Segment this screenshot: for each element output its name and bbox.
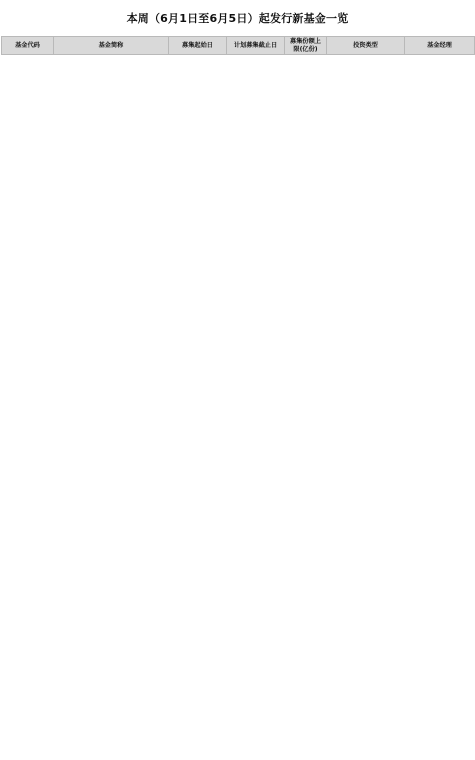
- header-end-date: 计划募集截止日: [227, 37, 285, 55]
- header-quota: 募集份额上限(亿份): [285, 37, 327, 55]
- header-start-date: 募集起始日: [169, 37, 227, 55]
- page-title: 本周（6月1日至6月5日）起发行新基金一览: [126, 12, 349, 25]
- table-header-row: [2, 37, 475, 55]
- header-fund-code: 基金代码: [2, 37, 54, 55]
- header-fund-name: 基金简称: [54, 37, 169, 55]
- new-fund-table: [1, 36, 475, 55]
- header-invest-type: 投资类型: [327, 37, 405, 55]
- header-manager: 基金经理: [405, 37, 475, 55]
